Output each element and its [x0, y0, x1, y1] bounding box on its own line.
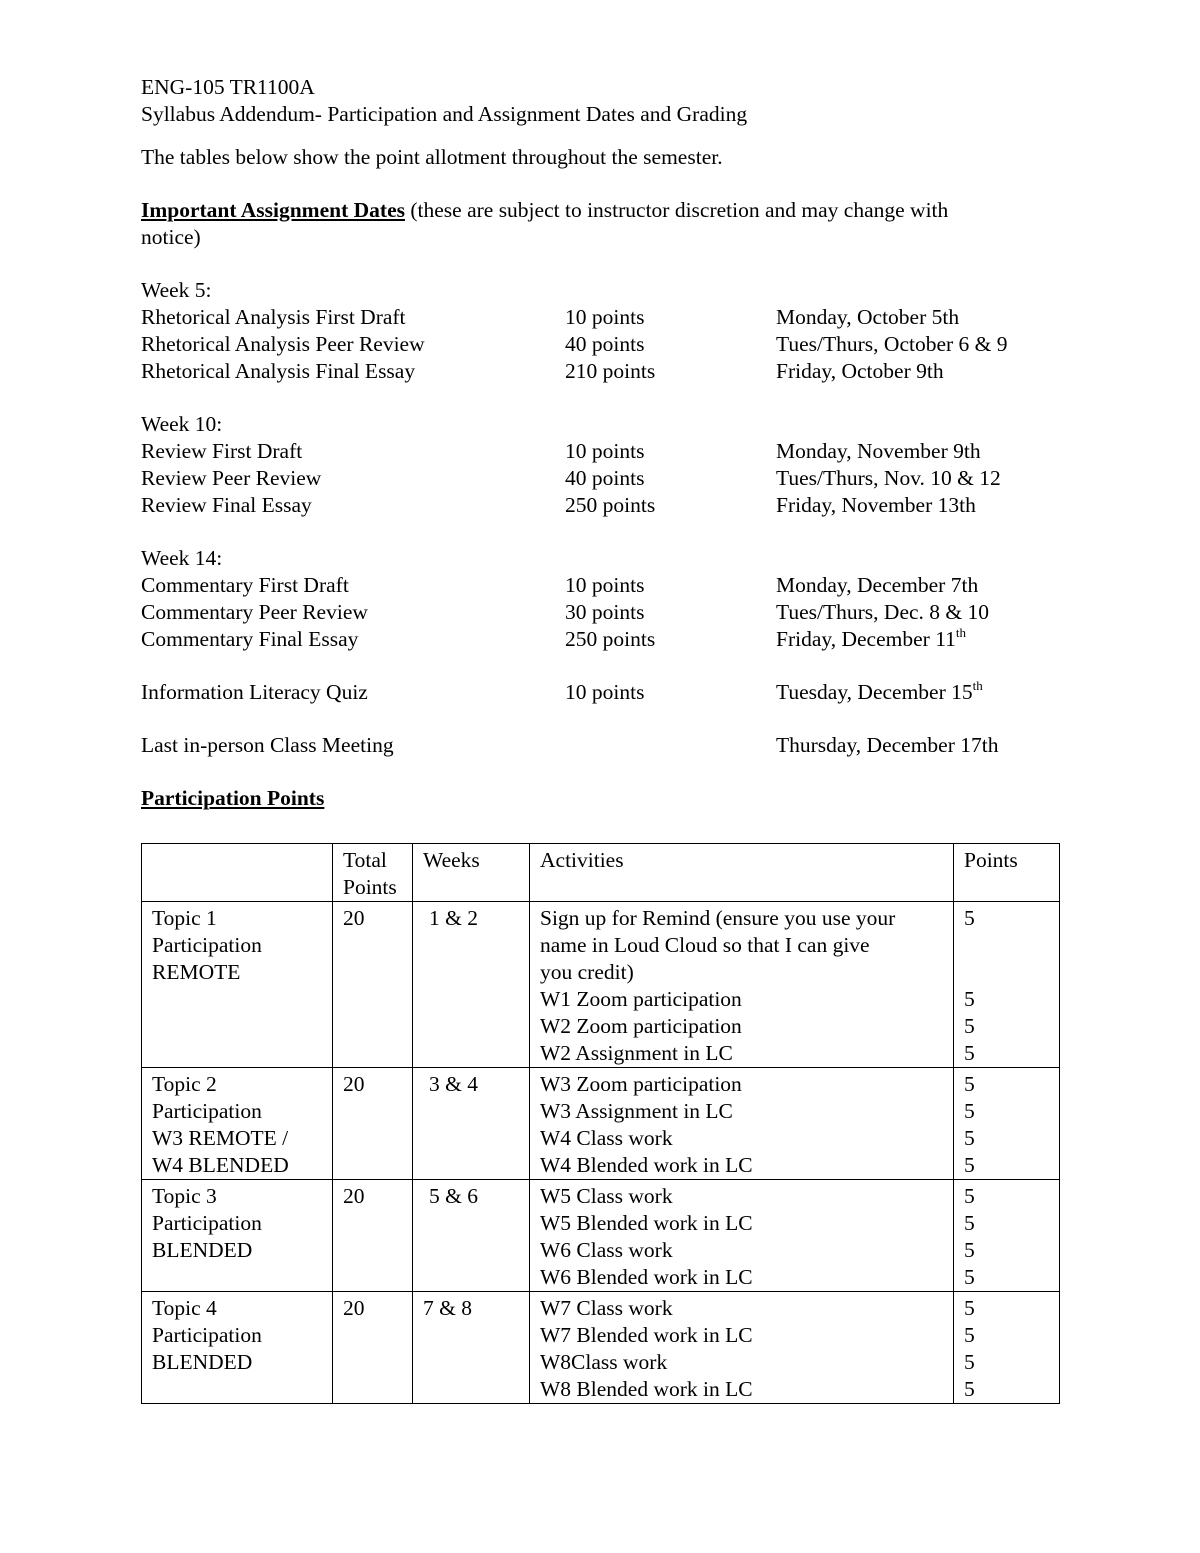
week-label: Week 14: [141, 546, 223, 570]
ordinal-suffix: th [955, 625, 967, 640]
points-line: 5 [964, 1323, 975, 1347]
assignment-row [141, 358, 1061, 385]
points-line: 5 [964, 1014, 975, 1038]
assignment-name: Rhetorical Analysis Peer Review [141, 332, 425, 356]
activity-line: W3 Assignment in LC [540, 1099, 733, 1123]
last-class-row [141, 732, 1061, 759]
assignment-name: Commentary Final Essay [141, 627, 359, 651]
last-class-date: Thursday, December 17th [776, 733, 999, 757]
topic-line: BLENDED [152, 1238, 253, 1262]
assignment-date [776, 626, 1061, 653]
topic-cell [142, 1068, 333, 1180]
points-line: 5 [964, 1153, 975, 1177]
participation-table [141, 843, 1060, 1404]
assignment-points: 40 points [565, 332, 645, 356]
last-class-name: Last in-person Class Meeting [141, 733, 394, 757]
points-line: 5 [964, 1184, 975, 1208]
assignment-date: Tues/Thurs, Nov. 10 & 12 [776, 466, 1001, 490]
topic-line: Participation [152, 933, 262, 957]
total-cell: 20 [333, 902, 413, 1068]
assignment-date: Monday, October 5th [776, 305, 960, 329]
assignment-points: 10 points [565, 573, 645, 597]
assignment-points: 40 points [565, 466, 645, 490]
assignment-date: Tues/Thurs, October 6 & 9 [776, 332, 1008, 356]
activity-line: W4 Class work [540, 1126, 673, 1150]
assignment-row [141, 438, 1061, 465]
date-text: Tuesday, December 15 [776, 680, 973, 704]
points-line: 5 [964, 987, 975, 1011]
assignment-dates-note: (these are subject to instructor discretion and may change with [410, 198, 949, 222]
assignment-date: Monday, November 9th [776, 439, 981, 463]
topic-cell [142, 1180, 333, 1292]
assignment-date: Monday, December 7th [776, 573, 979, 597]
assignment-row [141, 492, 1061, 519]
points-line: 5 [964, 1296, 975, 1320]
topic-line: W4 BLENDED [152, 1153, 289, 1177]
assignment-name: Review First Draft [141, 439, 303, 463]
activity-line: W6 Blended work in LC [540, 1265, 753, 1289]
table-row [142, 1292, 1060, 1404]
total-cell: 20 [333, 1292, 413, 1404]
week-group [141, 277, 1061, 385]
activity-line: W8Class work [540, 1350, 668, 1374]
header-topic [142, 844, 333, 902]
assignment-dates-note-cont: notice) [141, 225, 201, 249]
assignment-row [141, 599, 1061, 626]
topic-cell [142, 1292, 333, 1404]
assignment-name: Rhetorical Analysis Final Essay [141, 359, 416, 383]
topic-line: Participation [152, 1211, 262, 1235]
points-line: 5 [964, 1041, 975, 1065]
assignment-row [141, 304, 1061, 331]
quiz-date [776, 679, 1061, 706]
assignment-name: Commentary Peer Review [141, 600, 368, 624]
points-line: 5 [964, 1211, 975, 1235]
assignment-points: 250 points [565, 627, 656, 651]
points-line: 5 [964, 1099, 975, 1123]
activity-line: W1 Zoom participation [540, 987, 742, 1011]
header-activities: Activities [530, 844, 954, 902]
points-line: 5 [964, 906, 975, 930]
activity-line: Sign up for Remind (ensure you use your [540, 906, 896, 930]
points-line: 5 [964, 1072, 975, 1096]
activity-line: W2 Assignment in LC [540, 1041, 733, 1065]
table-row [142, 1180, 1060, 1292]
document-subtitle: Syllabus Addendum- Participation and Assignment Dates and Grading [141, 102, 748, 126]
activities-cell [530, 1068, 954, 1180]
week-group [141, 545, 1061, 653]
assignment-points: 250 points [565, 493, 656, 517]
assignment-points: 10 points [565, 439, 645, 463]
points-cell [954, 1180, 1060, 1292]
assignment-name: Review Final Essay [141, 493, 312, 517]
points-line: 5 [964, 1265, 975, 1289]
assignment-row [141, 572, 1061, 599]
activity-line: W3 Zoom participation [540, 1072, 742, 1096]
header-points: Points [954, 844, 1060, 902]
header-total-points [333, 844, 413, 902]
topic-line: Participation [152, 1099, 262, 1123]
topic-line: BLENDED [152, 1350, 253, 1374]
assignment-row [141, 465, 1061, 492]
activity-line: W4 Blended work in LC [540, 1153, 753, 1177]
header-points-line: Points [343, 875, 397, 899]
table-row [142, 1068, 1060, 1180]
points-line: 5 [964, 1238, 975, 1262]
week-label: Week 10: [141, 412, 223, 436]
participation-heading: Participation Points [141, 786, 325, 810]
header-weeks: Weeks [413, 844, 530, 902]
activity-line: W5 Class work [540, 1184, 673, 1208]
assignment-date: Friday, November 13th [776, 493, 976, 517]
activity-line: W7 Blended work in LC [540, 1323, 753, 1347]
points-line [964, 959, 1049, 986]
week-label: Week 5: [141, 278, 212, 302]
assignment-row [141, 626, 1061, 653]
assignment-name: Commentary First Draft [141, 573, 349, 597]
points-line: 5 [964, 1377, 975, 1401]
topic-line: Topic 4 [152, 1296, 217, 1320]
assignment-name: Review Peer Review [141, 466, 322, 490]
table-header-row [142, 844, 1060, 902]
assignment-points: 10 points [565, 305, 645, 329]
date-text: Friday, December 11 [776, 627, 956, 651]
assignment-date: Friday, October 9th [776, 359, 944, 383]
activity-line: W5 Blended work in LC [540, 1211, 753, 1235]
total-cell: 20 [333, 1068, 413, 1180]
course-code: ENG-105 TR1100A [141, 75, 315, 99]
points-cell [954, 1292, 1060, 1404]
activity-line: you credit) [540, 960, 634, 984]
assignment-dates-heading: Important Assignment Dates [141, 198, 405, 222]
activity-line: name in Loud Cloud so that I can give [540, 933, 870, 957]
assignment-row [141, 331, 1061, 358]
topic-line: Participation [152, 1323, 262, 1347]
weeks-cell: 3 & 4 [413, 1068, 530, 1180]
points-cell [954, 1068, 1060, 1180]
assignment-points: 210 points [565, 359, 656, 383]
assignment-points: 30 points [565, 600, 645, 624]
intro-text: The tables below show the point allotment throughout the semester. [141, 145, 723, 169]
topic-line: W3 REMOTE / [152, 1126, 289, 1150]
quiz-name: Information Literacy Quiz [141, 680, 368, 704]
assignment-dates-heading-line [141, 197, 1061, 224]
activities-cell [530, 1180, 954, 1292]
ordinal-suffix: th [972, 678, 983, 693]
topic-line: Topic 2 [152, 1072, 217, 1096]
topic-line: REMOTE [152, 960, 241, 984]
topic-line: Topic 3 [152, 1184, 217, 1208]
activity-line: W2 Zoom participation [540, 1014, 742, 1038]
activity-line: W6 Class work [540, 1238, 673, 1262]
activity-line: W7 Class work [540, 1296, 673, 1320]
syllabus-page [141, 74, 1061, 812]
topic-cell [142, 902, 333, 1068]
points-line [964, 932, 1049, 959]
quiz-points: 10 points [565, 680, 645, 704]
points-cell [954, 902, 1060, 1068]
points-line: 5 [964, 1126, 975, 1150]
topic-line: Topic 1 [152, 906, 217, 930]
table-row [142, 902, 1060, 1068]
assignment-date: Tues/Thurs, Dec. 8 & 10 [776, 600, 990, 624]
week-group [141, 411, 1061, 519]
points-line: 5 [964, 1350, 975, 1374]
assignment-name: Rhetorical Analysis First Draft [141, 305, 406, 329]
weeks-cell: 1 & 2 [413, 902, 530, 1068]
activities-cell [530, 902, 954, 1068]
weeks-cell: 5 & 6 [413, 1180, 530, 1292]
header-total-line: Total [343, 848, 387, 872]
quiz-row [141, 679, 1061, 706]
activity-line: W8 Blended work in LC [540, 1377, 753, 1401]
weeks-cell: 7 & 8 [413, 1292, 530, 1404]
total-cell: 20 [333, 1180, 413, 1292]
activities-cell [530, 1292, 954, 1404]
